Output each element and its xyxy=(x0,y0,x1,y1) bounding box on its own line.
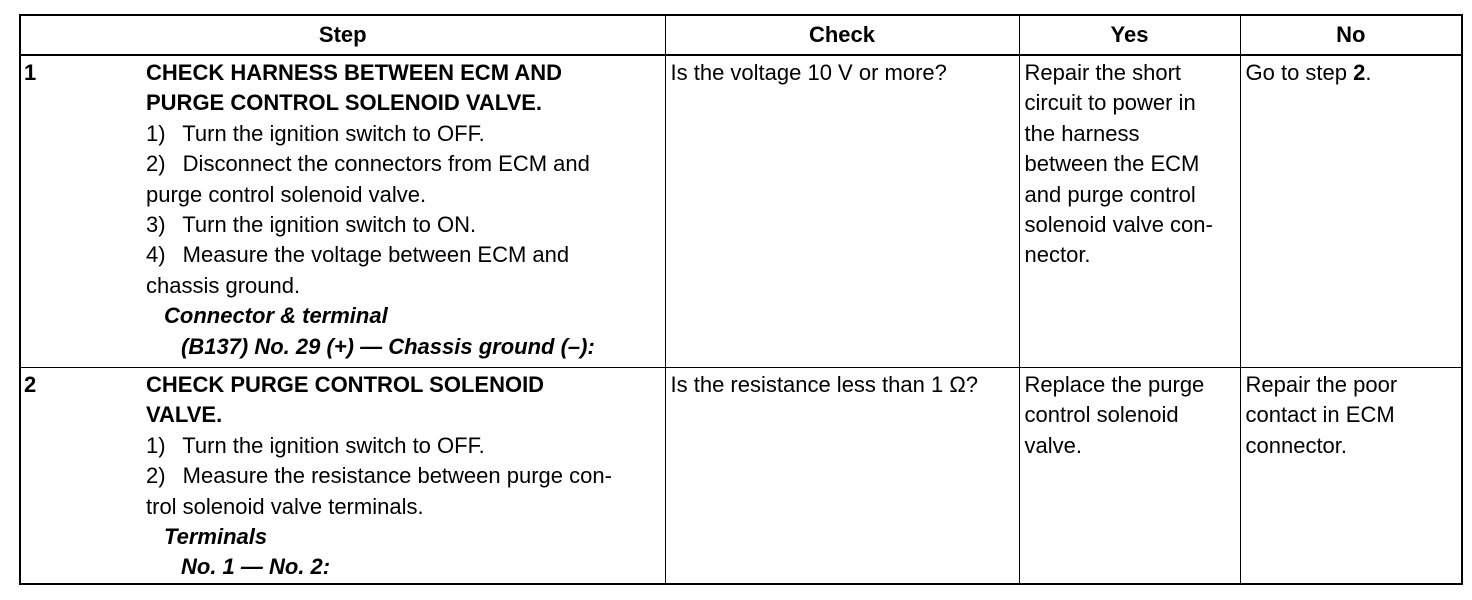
spec-heading: Connector & terminal xyxy=(164,303,388,329)
check-cell xyxy=(665,368,1019,584)
no-cell xyxy=(1240,55,1462,368)
step-title-line: CHECK HARNESS BETWEEN ECM AND xyxy=(146,60,562,85)
step-instruction: chassis ground. xyxy=(146,272,301,298)
spec-heading: Terminals xyxy=(164,524,268,550)
step-instruction: 2) Disconnect the connectors from ECM and xyxy=(146,151,590,177)
step-title-line: CHECK PURGE CONTROL SOLENOID xyxy=(146,372,545,397)
yes-text xyxy=(1020,56,1240,275)
yes-line: circuit to power in xyxy=(1024,90,1196,116)
step-instruction: 1) Turn the ignition switch to OFF. xyxy=(146,432,485,458)
no-line: contact in ECM xyxy=(1245,402,1395,428)
yes-line: between the ECM xyxy=(1024,151,1200,177)
step-number: 1 xyxy=(24,60,37,85)
no-text xyxy=(1241,368,1462,465)
no-line: Repair the poor xyxy=(1245,372,1398,397)
table-row xyxy=(20,55,1462,368)
yes-line: and purge control xyxy=(1024,181,1196,207)
step-cell xyxy=(20,55,665,368)
header-row xyxy=(20,15,1462,55)
yes-line: solenoid valve con- xyxy=(1024,212,1213,238)
header-no: No xyxy=(1240,15,1462,55)
yes-text xyxy=(1020,368,1240,465)
yes-line: Repair the short xyxy=(1024,60,1182,85)
check-cell xyxy=(665,55,1019,368)
header-check: Check xyxy=(665,15,1019,55)
step-instruction: trol solenoid valve terminals. xyxy=(146,493,424,519)
step-instruction: 2) Measure the resistance between purge con- xyxy=(146,463,612,489)
yes-line: Replace the purge xyxy=(1024,372,1205,397)
yes-cell xyxy=(1019,55,1240,368)
no-text xyxy=(1241,56,1462,92)
no-cell xyxy=(1240,368,1462,584)
step-instruction: 1) Turn the ignition switch to OFF. xyxy=(146,120,485,146)
step-instruction: 4) Measure the voltage between ECM and xyxy=(146,242,570,268)
step-cell xyxy=(20,368,665,584)
step-title-line: VALVE. xyxy=(146,402,223,428)
step-instruction: 3) Turn the ignition switch to ON. xyxy=(146,212,477,238)
no-prefix: Go to step xyxy=(1245,60,1354,85)
spec-value: (B137) No. 29 (+) — Chassis ground (–): xyxy=(181,333,595,359)
yes-line: valve. xyxy=(1024,432,1082,458)
yes-line: nector. xyxy=(1024,242,1091,268)
table-row xyxy=(20,368,1462,584)
yes-cell xyxy=(1019,368,1240,584)
no-line: connector. xyxy=(1245,432,1348,458)
step-title-line: PURGE CONTROL SOLENOID VALVE. xyxy=(146,90,543,116)
diagnostic-table xyxy=(19,14,1463,585)
diagnostic-sheet xyxy=(19,14,1461,585)
header-yes: Yes xyxy=(1019,15,1240,55)
step-body xyxy=(146,368,665,583)
step-instruction: purge control solenoid valve. xyxy=(146,181,427,207)
check-text: Is the voltage 10 V or more? xyxy=(670,60,947,85)
step-number: 2 xyxy=(24,372,37,397)
header-step: Step xyxy=(20,15,665,55)
check-text: Is the resistance less than 1 Ω? xyxy=(670,372,978,397)
step-body xyxy=(146,56,665,362)
spec-value: No. 1 — No. 2: xyxy=(181,554,331,580)
yes-line: control solenoid xyxy=(1024,402,1179,428)
no-suffix: . xyxy=(1365,60,1372,85)
no-step-ref: 2 xyxy=(1353,60,1366,85)
yes-line: the harness xyxy=(1024,120,1140,146)
